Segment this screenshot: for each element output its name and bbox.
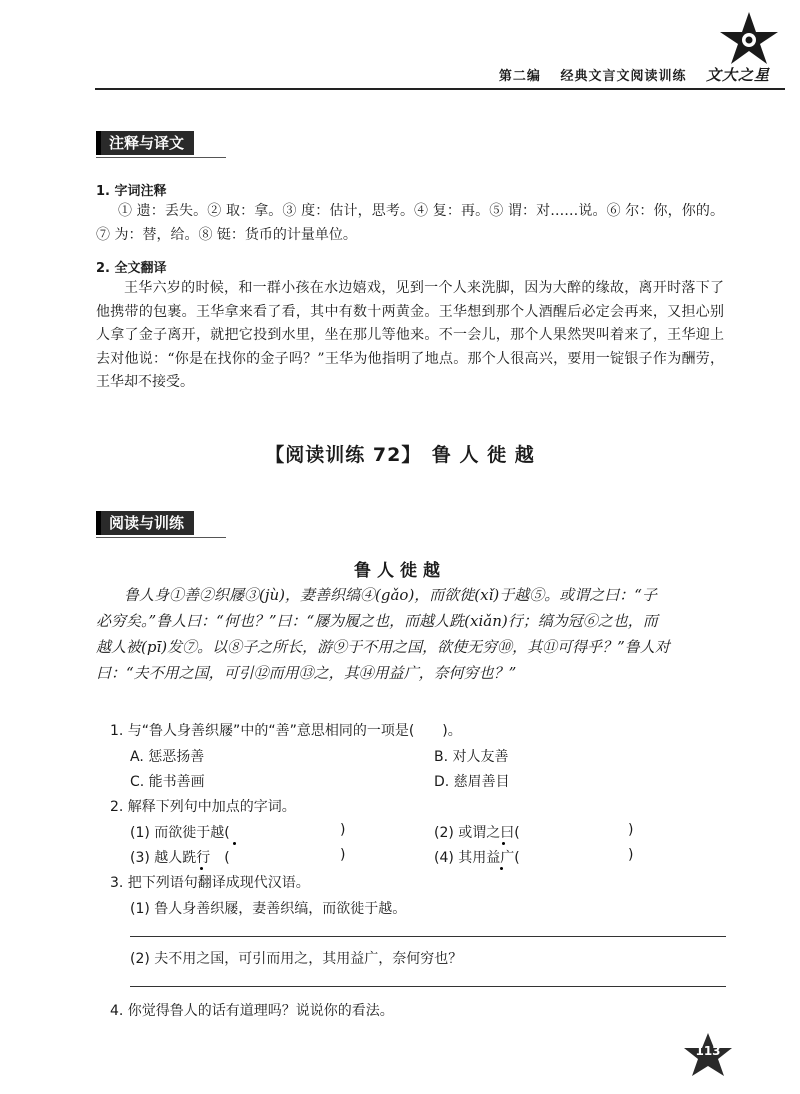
q2-item-2: (2) 或谓之曰( [434, 825, 520, 841]
q2-item-4-close: ) [628, 847, 634, 863]
option-d[interactable]: D. 慈眉善目 [434, 774, 510, 790]
question-4: 4. 你觉得鲁人的话有道理吗？说说你的看法。 [110, 1003, 394, 1019]
question-3: 3. 把下列语句翻译成现代汉语。 [110, 875, 310, 891]
q2-item-1: (1) 而欲徙于越( [130, 825, 230, 841]
star-logo-icon [718, 10, 780, 66]
q2-item-1-close: ) [340, 822, 346, 838]
q2-item-2-close: ) [628, 822, 634, 838]
notes-heading-vocab: 1. 字词注释 [96, 184, 167, 199]
passage-line: 越人被(pī)发⑦。以⑧子之所长，游⑨于不用之国，欲使无穷⑩，其⑪可得乎？”鲁人对 [96, 638, 670, 656]
header-brand: 文大之星 [705, 66, 770, 84]
header-subject: 经典文言文阅读训练 [560, 69, 687, 84]
notes-vocab-text: ① 遗：丢失。② 取：拿。③ 度：估计，思考。④ 复：再。⑤ 谓：对……说。⑥ 尔：你，你的。⑦ 为：替，给。⑧ 铤：货币的计量单位。 [96, 203, 724, 243]
emphasis-dot [502, 842, 505, 845]
q3-item-1: (1) 鲁人身善织屦，妻善织缟，而欲徙于越。 [130, 901, 407, 917]
option-a[interactable]: A. 惩恶扬善 [130, 749, 205, 765]
passage [96, 582, 736, 686]
header-rule [95, 88, 785, 90]
q3-item-2: (2) 夫不用之国，可引而用之，其用益广，奈何穷也？ [130, 951, 463, 967]
option-b[interactable]: B. 对人友善 [434, 749, 509, 765]
emphasis-dot [200, 867, 203, 870]
notes-section-badge: 注释与译文 [96, 132, 194, 153]
option-c[interactable]: C. 能书善画 [130, 774, 205, 790]
reading-section-badge: 阅读与训练 [96, 512, 194, 533]
q2-item-4: (4) 其用益广( [434, 850, 520, 866]
answer-line[interactable] [130, 936, 726, 937]
q2-item-3: (3) 越人跣行 ( [130, 850, 230, 866]
badge-underline [96, 537, 226, 538]
passage-line: 鲁人身①善②织屦③(jù)，妻善织缟④(gǎo)，而欲徙(xǐ)于越⑤。或谓之曰：“子 [124, 586, 657, 604]
question-2: 2. 解释下列句中加点的字词。 [110, 799, 296, 815]
page-number: 113 [695, 1044, 721, 1058]
emphasis-dot [233, 842, 236, 845]
question-1: 1. 与“鲁人身善织屦”中的“善”意思相同的一项是( )。 [110, 723, 462, 739]
q2-item-3-close: ) [340, 847, 346, 863]
passage-subtitle: 鲁人徙越 [354, 561, 446, 581]
notes-translation-text: 王华六岁的时候，和一群小孩在水边嬉戏，见到一个人来洗脚，因为大醉的缘故，离开时落下了他携带的包裹。王华拿来看了看，其中有数十两黄金。王华想到那个人酒醒后必定会再来，又担心别人拿了金子离开，就把它投到水里，坐在那儿等他来。不一会儿，那个人果然哭叫着来了，王华迎上去对他说：“你是在找你的金子吗？”王华为他指明了地点。那个人很高兴，要用一锭银子作为酬劳，王华却不接受。 [96, 280, 724, 390]
header-section: 第二编 [498, 69, 541, 84]
answer-line[interactable] [130, 986, 726, 987]
emphasis-dot [500, 867, 503, 870]
passage-line: 必穷矣。”鲁人曰：“何也？”曰：“屦为履之也，而越人跣(xiǎn)行；缟为冠⑥之也，而 [96, 612, 658, 630]
running-header [485, 64, 770, 85]
passage-line: 曰：“夫不用之国，可引⑫而用⑬之，其⑭用益广，奈何穷也？” [96, 664, 517, 682]
notes-heading-translation: 2. 全文翻译 [96, 261, 167, 276]
badge-underline [96, 157, 226, 158]
exercise-title: 【阅读训练 72】 鲁 人 徙 越 [265, 444, 535, 466]
